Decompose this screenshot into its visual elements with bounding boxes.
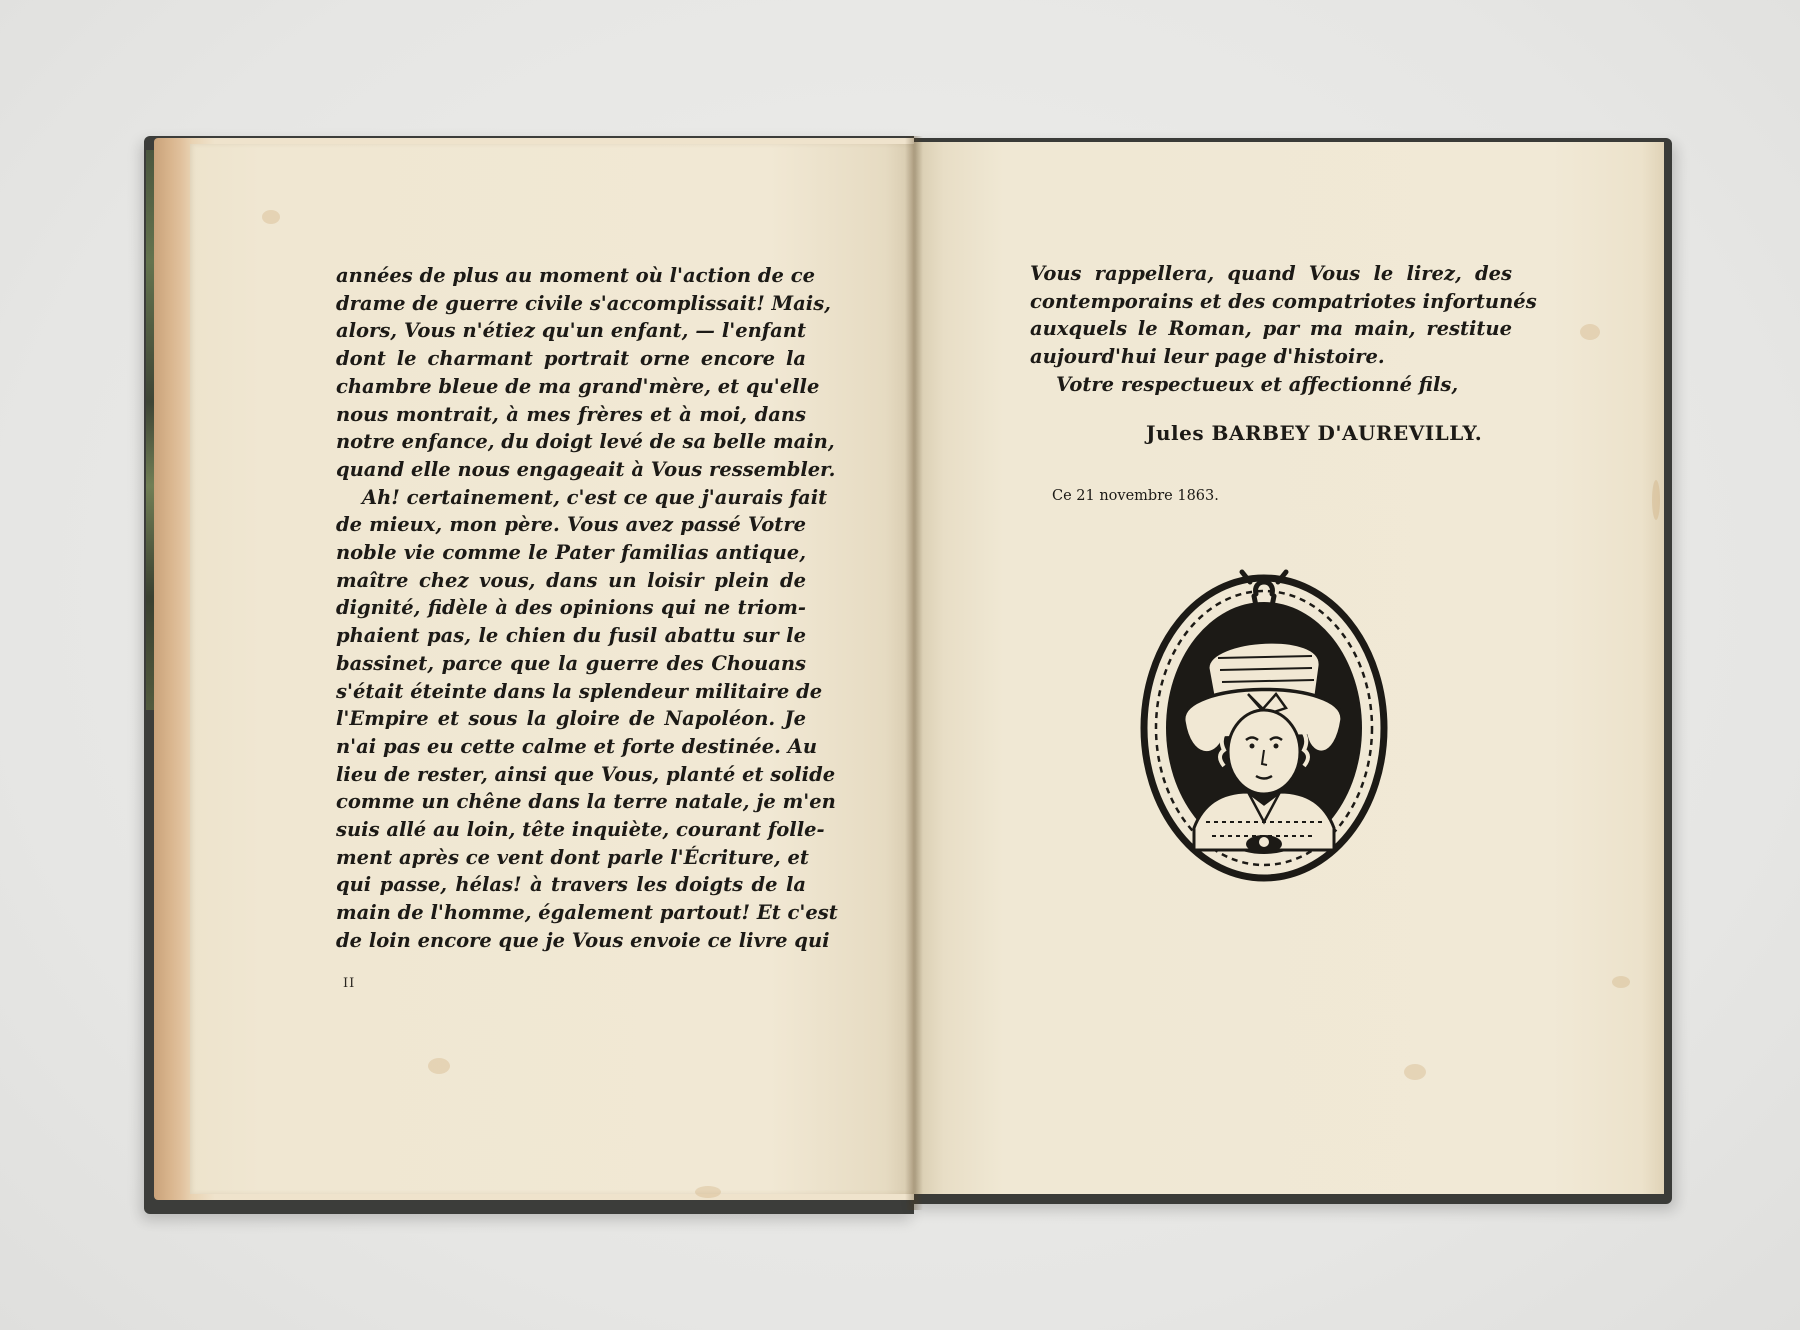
text-line: chambre bleue de ma grand'mère, et qu'elle bbox=[336, 374, 820, 398]
text-line: s'était éteinte dans la splendeur militaire de bbox=[336, 679, 823, 703]
foxing-spot bbox=[1612, 976, 1630, 988]
author-signature: Jules BARBEY D'AUREVILLY. bbox=[1146, 421, 1483, 445]
text-line: ment après ce vent dont parle l'Écriture, et bbox=[336, 845, 809, 869]
text-line: bassinet, parce que la guerre des Chouans bbox=[336, 651, 806, 675]
text-line: phaient pas, le chien du fusil abattu sur le bbox=[336, 624, 806, 648]
text-line: notre enfance, du doigt levé de sa belle main, bbox=[336, 430, 835, 454]
text-line: dont le charmant portrait orne encore la bbox=[336, 347, 806, 371]
right-page-text bbox=[1030, 260, 1537, 399]
text-line: comme un chêne dans la terre natale, je m'en bbox=[336, 790, 836, 814]
text-line: alors, Vous n'étiez qu'un enfant, — l'enfant bbox=[336, 319, 806, 343]
portrait-vignette-illustration bbox=[1136, 560, 1392, 890]
text-line: de mieux, mon père. Vous avez passé Votre bbox=[336, 513, 806, 537]
text-line: suis allé au loin, tête inquiète, courant folle- bbox=[336, 818, 825, 842]
text-line: main de l'homme, également partout! Et c'est bbox=[336, 901, 838, 925]
text-line: contemporains et des compatriotes infortunés bbox=[1030, 289, 1537, 313]
book-gutter bbox=[905, 136, 923, 1210]
text-line: drame de guerre civile s'accomplissait! Mais, bbox=[336, 291, 831, 315]
text-line: qui passe, hélas! à travers les doigts de la bbox=[336, 873, 806, 897]
dedication-date: Ce 21 novembre 1863. bbox=[1052, 488, 1219, 504]
page-number: II bbox=[343, 976, 356, 991]
text-line: années de plus au moment où l'action de ce bbox=[336, 264, 815, 287]
text-line: aujourd'hui leur page d'histoire. bbox=[1030, 345, 1385, 369]
text-line: noble vie comme le Pater familias antique, bbox=[336, 541, 806, 565]
left-page-text bbox=[336, 262, 838, 955]
text-line: Ah! certainement, c'est ce que j'aurais fait bbox=[362, 485, 828, 509]
foxing-spot bbox=[428, 1058, 450, 1074]
text-line: maître chez vous, dans un loisir plein de bbox=[336, 568, 806, 592]
text-line: nous montrait, à mes frères et à moi, dans bbox=[336, 402, 806, 426]
text-line: lieu de rester, ainsi que Vous, planté et solide bbox=[336, 762, 836, 786]
text-line: quand elle nous engageait à Vous ressembler. bbox=[336, 457, 836, 481]
foxing-spot bbox=[1404, 1064, 1426, 1080]
text-line: l'Empire et sous la gloire de Napoléon. Je bbox=[336, 707, 806, 731]
text-line: Votre respectueux et affectionné fils, bbox=[1056, 372, 1459, 396]
text-line: n'ai pas eu cette calme et forte destinée. Au bbox=[336, 734, 818, 758]
foxing-spot bbox=[1652, 480, 1660, 520]
foxing-spot bbox=[1580, 324, 1600, 340]
text-line: de loin encore que je Vous envoie ce livre qui bbox=[336, 928, 830, 952]
text-line: auxquels le Roman, par ma main, restitue bbox=[1030, 317, 1512, 341]
foxing-spot bbox=[695, 1186, 721, 1198]
text-line: Vous rappellera, quand Vous le lirez, des bbox=[1030, 262, 1512, 285]
text-line: dignité, fidèle à des opinions qui ne triom- bbox=[336, 596, 806, 620]
foxing-spot bbox=[262, 210, 280, 224]
